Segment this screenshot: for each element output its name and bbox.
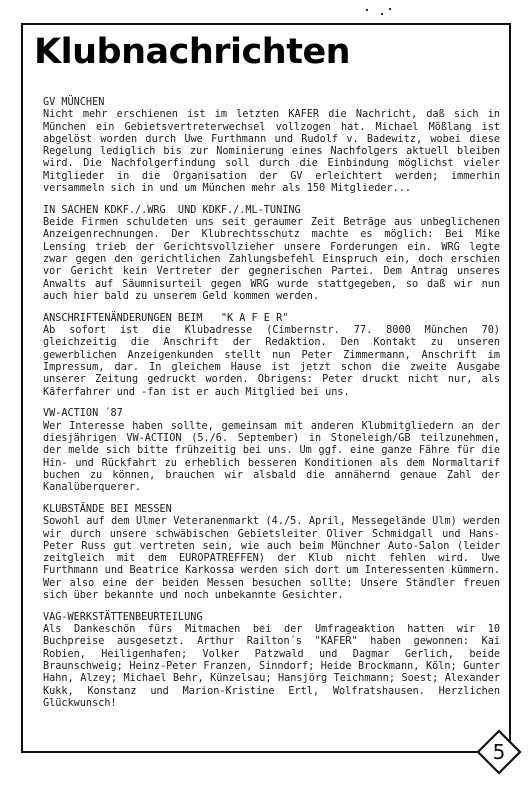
page-number-badge bbox=[476, 729, 522, 775]
section-anschriftenaenderungen bbox=[43, 313, 500, 399]
section-vw-action bbox=[43, 408, 500, 494]
article-content bbox=[43, 97, 500, 720]
section-heading: IN SACHEN KDKF./.WRG UND KDKF./.ML-TUNING bbox=[43, 204, 301, 216]
section-kdkf bbox=[43, 205, 500, 303]
section-heading: ANSCHRIFTENÄNDERUNGEN BEIM "K A F E R" bbox=[43, 312, 289, 324]
section-heading: GV MÜNCHEN bbox=[43, 97, 105, 108]
section-heading: VAG-WERKSTÄTTENBEURTEILUNG bbox=[43, 611, 203, 623]
page-number: 5 bbox=[492, 740, 506, 764]
section-klubstaende bbox=[43, 504, 500, 602]
page-title: Klubnachrichten bbox=[34, 32, 351, 72]
section-body: Sowohl auf dem Ulmer Veteranenmarkt (4./5. April, Messegelände Ulm) werden wir durch unsere schwäbischen Gebietsleiter Oliver Schmidgall und Hans-Peter Russ gut vertreten sein, wie auch beim Münchner Auto-Salon (leider zeitgleich mit dem EUROPATREFFEN) der Klub nicht fehlen wird. Uwe Furthmann und Beatrice Karkossa werden sich dort um Interessenten kümmern. Wer also eine der beiden Messen besuchen sollte: Unsere Ständler freuen sich über bekannte und noch unbekannte Gesichter. bbox=[43, 516, 500, 601]
section-body: Beide Firmen schuldeten uns seit geraumer Zeit Beträge aus unbeglichenen Anzeigenrechnungen. Der Klubrechtsschutz machte es möglich: Bei Mike Lensing trieb der Gerichtsvollzieher unsere Forderungen ein. WRG legte zwar gegen den gerichtlichen Zahlungsbefehl Einspruch ein, doch erschien vor Gericht kein Vertreter der gegnerischen Partei. Dem Antrag unseres Anwalts auf Säumnisurteil gegen WRG wurde stattgegeben, so daß wir nun auch hier bald zu unserem Geld kommen werden. bbox=[43, 217, 500, 302]
section-body: Ab sofort ist die Klubadresse (Cimbernstr. 77. 8000 München 70) gleichzeitig die Anschrift der Redaktion. Den Kontakt zu unseren gewerblichen Anzeigenkunden stellt nun Peter Zimmermann, Anschrift im Impressum, dar. In gleichem Hause ist jetzt schon die zweite Ausgabe unserer Zeitung gedruckt worden. Obrigens: Peter druckt nicht nur, als Käferfahrer und -fan ist er auch Mitglied bei uns. bbox=[43, 325, 500, 398]
section-body: Wer Interesse haben sollte, gemeinsam mit anderen Klubmitgliedern an der diesjährigen VW-ACTION (5./6. September) in Stoneleigh/GB teilzunehmen, der melde sich bitte frühzeitig bei uns. Um ggf. eine ganze Fähre für die Hin- und Rückfahrt zu erheblich besseren Konditionen als dem Normaltarif buchen zu können, brauchen wir alsbald die annähernd genaue Zahl der Kanalüberquerer. bbox=[43, 420, 500, 494]
section-heading: KLUBSTÄNDE BEI MESSEN bbox=[43, 503, 172, 515]
section-heading: VW-ACTION ´87 bbox=[43, 408, 123, 420]
section-gv-muenchen bbox=[43, 97, 500, 195]
section-body: Nicht mehr erschienen ist im letzten KAFER die Nachricht, daß sich in München ein Gebietsvertreterwechsel vollzogen hat. Michael Mößlang ist abgelöst worden durch Uwe Furthmann und Rudolf v. Badewitz, wobei diese Regelung lediglich bis zur Nominierung eines Nachfolgers aktuell bleiben wird. Die Nachfolgerfindung soll durch die Einbindung möglichst vieler Mitglieder in die Organisation der GV erleichtert werden; immerhin versammeln sich in und um München mehr als 150 Mitglieder... bbox=[43, 109, 500, 195]
section-body: Als Dankeschön fürs Mitmachen bei der Umfrageaktion hatten wir 10 Buchpreise ausgesetzt. Arthur Railton´s "KAFER" haben gewonnen: Kai Robien, Heiligenhafen; Volker Patzwald und Dagmar Gerlich, beide Braunschweig; Heinz-Peter Franzen, Sinndorf; Heide Brockmann, Köln; Gunter Hahn, Alzey; Michael Behr, Künzelsau; Hansjörg Teichmann; Soest; Alexander Kukk, Konstanz und Marion-Kristine Ertl, Wolfratshausen. Herzlichen Glückwunsch! bbox=[43, 624, 500, 709]
section-werkstaettenbeurteilung bbox=[43, 612, 500, 710]
